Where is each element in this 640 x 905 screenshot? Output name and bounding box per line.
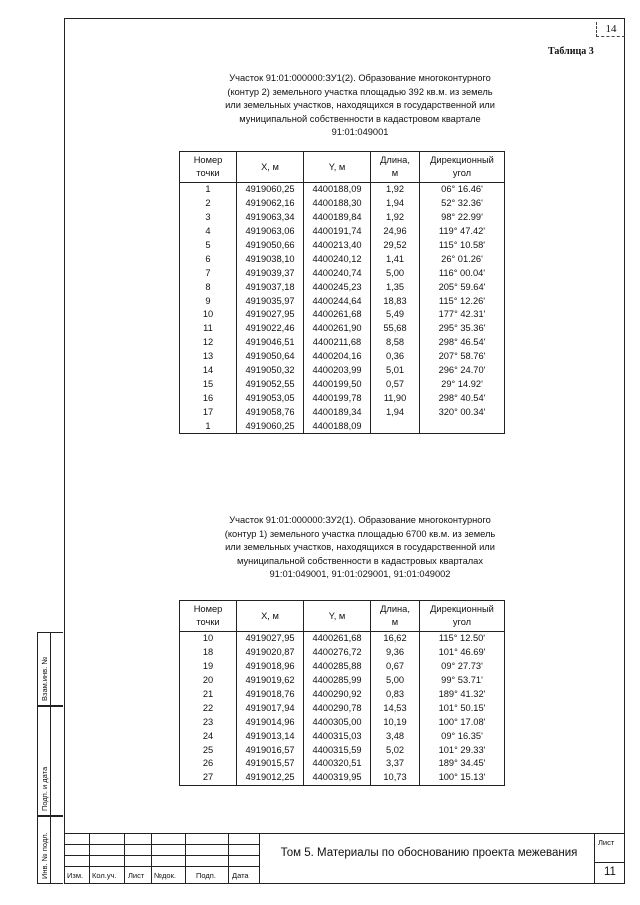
table-cell: 4400320,51 xyxy=(304,757,371,771)
table-cell: 189° 41.32' xyxy=(420,688,505,702)
table-cell: 11 xyxy=(180,322,237,336)
table-row xyxy=(180,688,505,702)
table-row xyxy=(180,239,505,253)
table-cell: 116° 00.04' xyxy=(420,266,505,280)
table-cell: 4400240,74 xyxy=(304,266,371,280)
table-cell: 115° 10.58' xyxy=(420,239,505,253)
column-label: Изм. xyxy=(67,871,84,880)
table-cell: 16 xyxy=(180,391,237,405)
table-cell: 4919016,57 xyxy=(237,743,304,757)
table-cell: 298° 46.54' xyxy=(420,336,505,350)
table-cell: 4400188,09 xyxy=(304,183,371,197)
table-cell: 4400285,88 xyxy=(304,660,371,674)
table-cell: 4400315,59 xyxy=(304,743,371,757)
table-cell xyxy=(371,419,420,433)
table-row xyxy=(180,350,505,364)
table-cell: 0,67 xyxy=(371,660,420,674)
table-cell: 99° 53.71' xyxy=(420,674,505,688)
table-cell: 320° 00.34' xyxy=(420,405,505,419)
table-row xyxy=(180,252,505,266)
table-cell: 4400189,34 xyxy=(304,405,371,419)
table-cell: 6 xyxy=(180,252,237,266)
table-cell: 29,52 xyxy=(371,239,420,253)
table-cell: 4919058,76 xyxy=(237,405,304,419)
table-cell: 3 xyxy=(180,211,237,225)
table-cell: 4919050,64 xyxy=(237,350,304,364)
column-header: Номер точки xyxy=(180,152,237,183)
table-cell: 10,73 xyxy=(371,771,420,785)
table-cell: 4400213,40 xyxy=(304,239,371,253)
table-cell: 4400199,50 xyxy=(304,377,371,391)
table-cell: 15 xyxy=(180,377,237,391)
table-cell: 4919053,05 xyxy=(237,391,304,405)
column-label: Лист xyxy=(128,871,145,880)
table-cell: 26 xyxy=(180,757,237,771)
table-row xyxy=(180,646,505,660)
table-cell: 0,36 xyxy=(371,350,420,364)
table-cell: 4400261,68 xyxy=(304,632,371,646)
table-row xyxy=(180,715,505,729)
table-cell: 4919027,95 xyxy=(237,632,304,646)
caption-line: 91:01:049001 xyxy=(331,127,389,137)
section-2-caption xyxy=(180,514,540,582)
table-cell: 4919063,34 xyxy=(237,211,304,225)
table-row xyxy=(180,183,505,197)
table-cell: 4400189,84 xyxy=(304,211,371,225)
column-header: X, м xyxy=(237,152,304,183)
caption-line: Участок 91:01:000000:ЗУ1(2). Образование многоконтурного xyxy=(229,73,491,83)
table-row xyxy=(180,660,505,674)
table-cell: 18 xyxy=(180,646,237,660)
table-cell: 06° 16.46' xyxy=(420,183,505,197)
table-header-row xyxy=(180,601,505,632)
table-header-row xyxy=(180,152,505,183)
table-cell: 3,48 xyxy=(371,729,420,743)
table-cell: 4919018,96 xyxy=(237,660,304,674)
table-cell: 4400261,68 xyxy=(304,308,371,322)
table-cell: 1,92 xyxy=(371,183,420,197)
column-header: Номер точки xyxy=(180,601,237,632)
side-label: Инв. № подл. xyxy=(40,832,49,879)
caption-line: или земельных участков, находящихся в государственной или xyxy=(225,100,495,110)
table-row xyxy=(180,225,505,239)
table-cell: 4400191,74 xyxy=(304,225,371,239)
table-cell: 4919018,76 xyxy=(237,688,304,702)
column-label: Кол.уч. xyxy=(92,871,117,880)
table-cell: 98° 22.99' xyxy=(420,211,505,225)
table-row xyxy=(180,266,505,280)
table-cell: 4919013,14 xyxy=(237,729,304,743)
table-cell: 4919062,16 xyxy=(237,197,304,211)
table-cell: 4400290,92 xyxy=(304,688,371,702)
table-cell: 100° 17.08' xyxy=(420,715,505,729)
table-cell: 8,58 xyxy=(371,336,420,350)
table-cell: 55,68 xyxy=(371,322,420,336)
caption-line: Участок 91:01:000000:ЗУ2(1). Образование многоконтурного xyxy=(229,515,491,525)
table-row xyxy=(180,308,505,322)
table-cell: 4919012,25 xyxy=(237,771,304,785)
table-cell: 4400315,03 xyxy=(304,729,371,743)
table-cell: 10 xyxy=(180,308,237,322)
table-cell: 23 xyxy=(180,715,237,729)
document-title: Том 5. Материалы по обоснованию проекта межевания xyxy=(280,847,578,859)
table-cell: 115° 12.50' xyxy=(420,632,505,646)
table-cell: 4919046,51 xyxy=(237,336,304,350)
table-cell: 12 xyxy=(180,336,237,350)
table-cell: 0,57 xyxy=(371,377,420,391)
table-cell: 27 xyxy=(180,771,237,785)
table-cell: 101° 50.15' xyxy=(420,701,505,715)
table-cell: 20 xyxy=(180,674,237,688)
table-row xyxy=(180,364,505,378)
table-cell: 18,83 xyxy=(371,294,420,308)
table-row xyxy=(180,771,505,785)
table-row xyxy=(180,757,505,771)
table-cell: 09° 16.35' xyxy=(420,729,505,743)
table-cell: 4400188,09 xyxy=(304,419,371,433)
table-cell: 4919027,95 xyxy=(237,308,304,322)
column-header: Y, м xyxy=(304,601,371,632)
table-cell: 4919037,18 xyxy=(237,280,304,294)
table-row xyxy=(180,729,505,743)
table-cell: 207° 58.76' xyxy=(420,350,505,364)
table-cell: 4400204,16 xyxy=(304,350,371,364)
title-block-divider xyxy=(595,862,625,863)
table-cell: 4400244,64 xyxy=(304,294,371,308)
table-cell: 5,02 xyxy=(371,743,420,757)
table-row xyxy=(180,743,505,757)
table-cell: 22 xyxy=(180,701,237,715)
table-cell: 205° 59.64' xyxy=(420,280,505,294)
table-cell: 16,62 xyxy=(371,632,420,646)
table-cell: 100° 15.13' xyxy=(420,771,505,785)
table-row xyxy=(180,405,505,419)
sheet-label: Лист xyxy=(598,838,615,847)
table-cell: 4919039,37 xyxy=(237,266,304,280)
table-cell: 4400290,78 xyxy=(304,701,371,715)
table-cell: 1 xyxy=(180,183,237,197)
table-cell: 2 xyxy=(180,197,237,211)
table-cell: 4400245,23 xyxy=(304,280,371,294)
table-cell: 4919060,25 xyxy=(237,419,304,433)
table-row xyxy=(180,336,505,350)
table-row xyxy=(180,280,505,294)
table-cell: 4919022,46 xyxy=(237,322,304,336)
table-cell: 4400276,72 xyxy=(304,646,371,660)
table-cell: 4919017,94 xyxy=(237,701,304,715)
table-cell: 17 xyxy=(180,405,237,419)
table-row xyxy=(180,419,505,433)
column-label: Дата xyxy=(232,871,249,880)
caption-line: (контур 1) земельного участка площадью 6700 кв.м. из земель xyxy=(224,528,496,539)
table-cell: 1,94 xyxy=(371,405,420,419)
column-header: Длина, м xyxy=(371,152,420,183)
table-cell: 298° 40.54' xyxy=(420,391,505,405)
table-cell: 4919052,55 xyxy=(237,377,304,391)
table-cell: 5,49 xyxy=(371,308,420,322)
table-cell: 8 xyxy=(180,280,237,294)
table-row xyxy=(180,322,505,336)
table-cell: 4919060,25 xyxy=(237,183,304,197)
page-number: 14 xyxy=(596,22,625,37)
table-cell: 4400261,90 xyxy=(304,322,371,336)
table-cell: 10,19 xyxy=(371,715,420,729)
column-label: Подп. xyxy=(196,871,216,880)
table-cell: 14,53 xyxy=(371,701,420,715)
table-cell: 24 xyxy=(180,729,237,743)
table-title: Таблица 3 xyxy=(548,46,594,57)
coordinates-table-2 xyxy=(179,600,505,786)
table-cell: 1 xyxy=(180,419,237,433)
table-cell: 0,83 xyxy=(371,688,420,702)
side-stamp-divider xyxy=(50,632,51,884)
column-header: Дирекционный угол xyxy=(420,601,505,632)
table-cell: 4400199,78 xyxy=(304,391,371,405)
title-block xyxy=(64,833,625,884)
table-cell: 4919038,10 xyxy=(237,252,304,266)
table-row xyxy=(180,197,505,211)
table-row xyxy=(180,294,505,308)
table-cell: 4400203,99 xyxy=(304,364,371,378)
table-cell: 4400319,95 xyxy=(304,771,371,785)
table-row xyxy=(180,377,505,391)
caption-line: муниципальной собственности в кадастровом квартале xyxy=(239,113,481,124)
table-cell: 4400305,00 xyxy=(304,715,371,729)
table-cell: 9,36 xyxy=(371,646,420,660)
table-row xyxy=(180,391,505,405)
table-cell: 21 xyxy=(180,688,237,702)
caption-line: муниципальной собственности в кадастровых кварталах xyxy=(237,555,483,566)
table-cell: 09° 27.73' xyxy=(420,660,505,674)
caption-line: 91:01:049001, 91:01:029001, 91:01:049002 xyxy=(269,569,451,579)
table-cell: 1,41 xyxy=(371,252,420,266)
table-cell: 4919050,32 xyxy=(237,364,304,378)
table-cell: 101° 29.33' xyxy=(420,743,505,757)
table-cell: 11,90 xyxy=(371,391,420,405)
table-cell: 4919063,06 xyxy=(237,225,304,239)
column-header: X, м xyxy=(237,601,304,632)
table-cell: 3,37 xyxy=(371,757,420,771)
table-cell: 1,94 xyxy=(371,197,420,211)
column-header: Дирекционный угол xyxy=(420,152,505,183)
table-cell: 9 xyxy=(180,294,237,308)
table-cell: 4919020,87 xyxy=(237,646,304,660)
section-1-caption xyxy=(180,72,540,140)
table-cell: 13 xyxy=(180,350,237,364)
table-cell: 4919015,57 xyxy=(237,757,304,771)
side-label: Подп. и дата xyxy=(40,766,49,811)
table-cell: 1,35 xyxy=(371,280,420,294)
table-cell: 296° 24.70' xyxy=(420,364,505,378)
table-cell: 14 xyxy=(180,364,237,378)
table-row xyxy=(180,701,505,715)
table-cell: 1,92 xyxy=(371,211,420,225)
table-cell: 4919019,62 xyxy=(237,674,304,688)
table-cell: 4919014,96 xyxy=(237,715,304,729)
table-cell: 10 xyxy=(180,632,237,646)
table-cell: 4919035,97 xyxy=(237,294,304,308)
table-cell: 26° 01.26' xyxy=(420,252,505,266)
table-cell: 29° 14.92' xyxy=(420,377,505,391)
column-header: Длина, м xyxy=(371,601,420,632)
table-cell: 189° 34.45' xyxy=(420,757,505,771)
table-cell: 5 xyxy=(180,239,237,253)
table-cell: 4400240,12 xyxy=(304,252,371,266)
table-cell: 4400188,30 xyxy=(304,197,371,211)
table-row xyxy=(180,632,505,646)
table-row xyxy=(180,674,505,688)
column-label: №док. xyxy=(154,871,176,880)
table-cell: 24,96 xyxy=(371,225,420,239)
table-cell: 52° 32.36' xyxy=(420,197,505,211)
table-cell: 295° 35.36' xyxy=(420,322,505,336)
sheet-number: 11 xyxy=(604,866,616,878)
table-cell: 115° 12.26' xyxy=(420,294,505,308)
table-cell: 4 xyxy=(180,225,237,239)
table-cell: 4400285,99 xyxy=(304,674,371,688)
table-cell: 25 xyxy=(180,743,237,757)
table-cell: 5,01 xyxy=(371,364,420,378)
column-header: Y, м xyxy=(304,152,371,183)
table-cell: 5,00 xyxy=(371,266,420,280)
side-label: Взам.инв. № xyxy=(40,656,49,701)
table-cell: 7 xyxy=(180,266,237,280)
table-row xyxy=(180,211,505,225)
table-cell: 119° 47.42' xyxy=(420,225,505,239)
table-cell: 5,00 xyxy=(371,674,420,688)
table-cell xyxy=(420,419,505,433)
table-cell: 4400211,68 xyxy=(304,336,371,350)
coordinates-table-1 xyxy=(179,151,505,434)
table-cell: 4919050,66 xyxy=(237,239,304,253)
table-cell: 101° 46.69' xyxy=(420,646,505,660)
caption-line: или земельных участков, находящихся в государственной или xyxy=(225,542,495,552)
caption-line: (контур 2) земельного участка площадью 392 кв.м. из земель xyxy=(227,86,493,97)
table-cell: 19 xyxy=(180,660,237,674)
table-cell: 177° 42.31' xyxy=(420,308,505,322)
